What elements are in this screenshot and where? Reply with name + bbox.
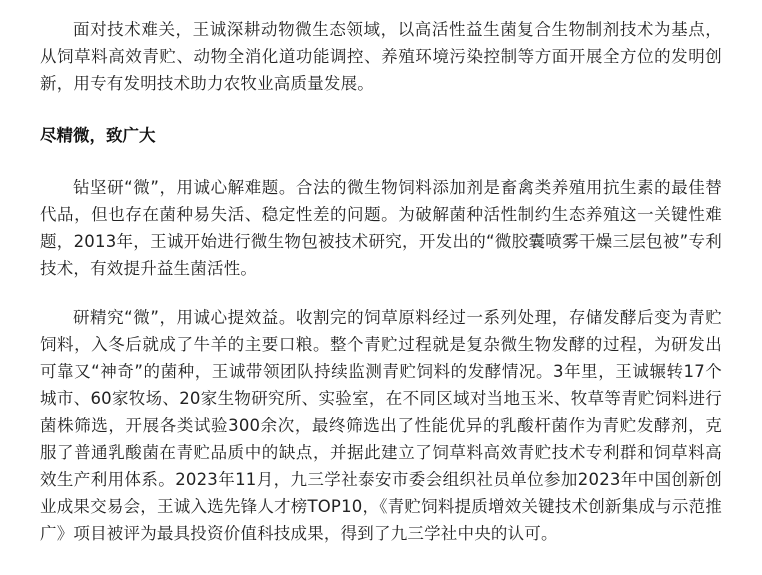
paragraph-microbial-coating: 钻坚研“微”，用诚心解难题。合法的微生物饲料添加剂是畜禽类养殖用抗生素的最佳替代品，但也存在菌种易失活、稳定性差的问题。为破解菌种活性制约生态养殖这一关键性难题，2013年，王诚开始进行微生物包被技术研究，开发出的“微胶囊喷雾干燥三层包被”专利技术，有效提升益生菌活性。 — [40, 178, 722, 278]
section-heading: 尽精微，致广大 — [40, 126, 156, 145]
paragraph-innovation-intro: 面对技术难关，王诚深耕动物微生态领域，以高活性益生菌复合生物制剂技术为基点，从饲草料高效青贮、动物全消化道功能调控、养殖环境污染控制等方面开展全方位的发明创新，用专有发明技术助力农牧业高质量发展。 — [40, 20, 722, 93]
paragraph-silage-research: 研精究“微”，用诚心提效益。收割完的饲草原料经过一系列处理，存储发酵后变为青贮饲料，入冬后就成了牛羊的主要口粮。整个青贮过程就是复杂微生物发酵的过程，为研发出可靠又“神奇”的菌种，王诚带领团队持续监测青贮饲料的发酵情况。3年里，王诚辗转17个城市、60家牧场、20家生物研究所、实验室，在不同区域对当地玉米、牧草等青贮饲料进行菌株筛选，开展各类试验300余次，最终筛选出了性能优异的乳酸杆菌作为青贮发酵剂，克服了普通乳酸菌在青贮品质中的缺点，并据此建立了饲草料高效青贮技术专利群和饲草料高效生产利用体系。2023年11月，九三学社泰安市委会组织社员单位参加2023年中国创新创业成果交易会，王诚入选先锋人才榜TOP10，《青贮饲料提质增效关键技术创新集成与示范推广》项目被评为最具投资价值科技成果，得到了九三学社中央的认可。 — [40, 308, 722, 543]
